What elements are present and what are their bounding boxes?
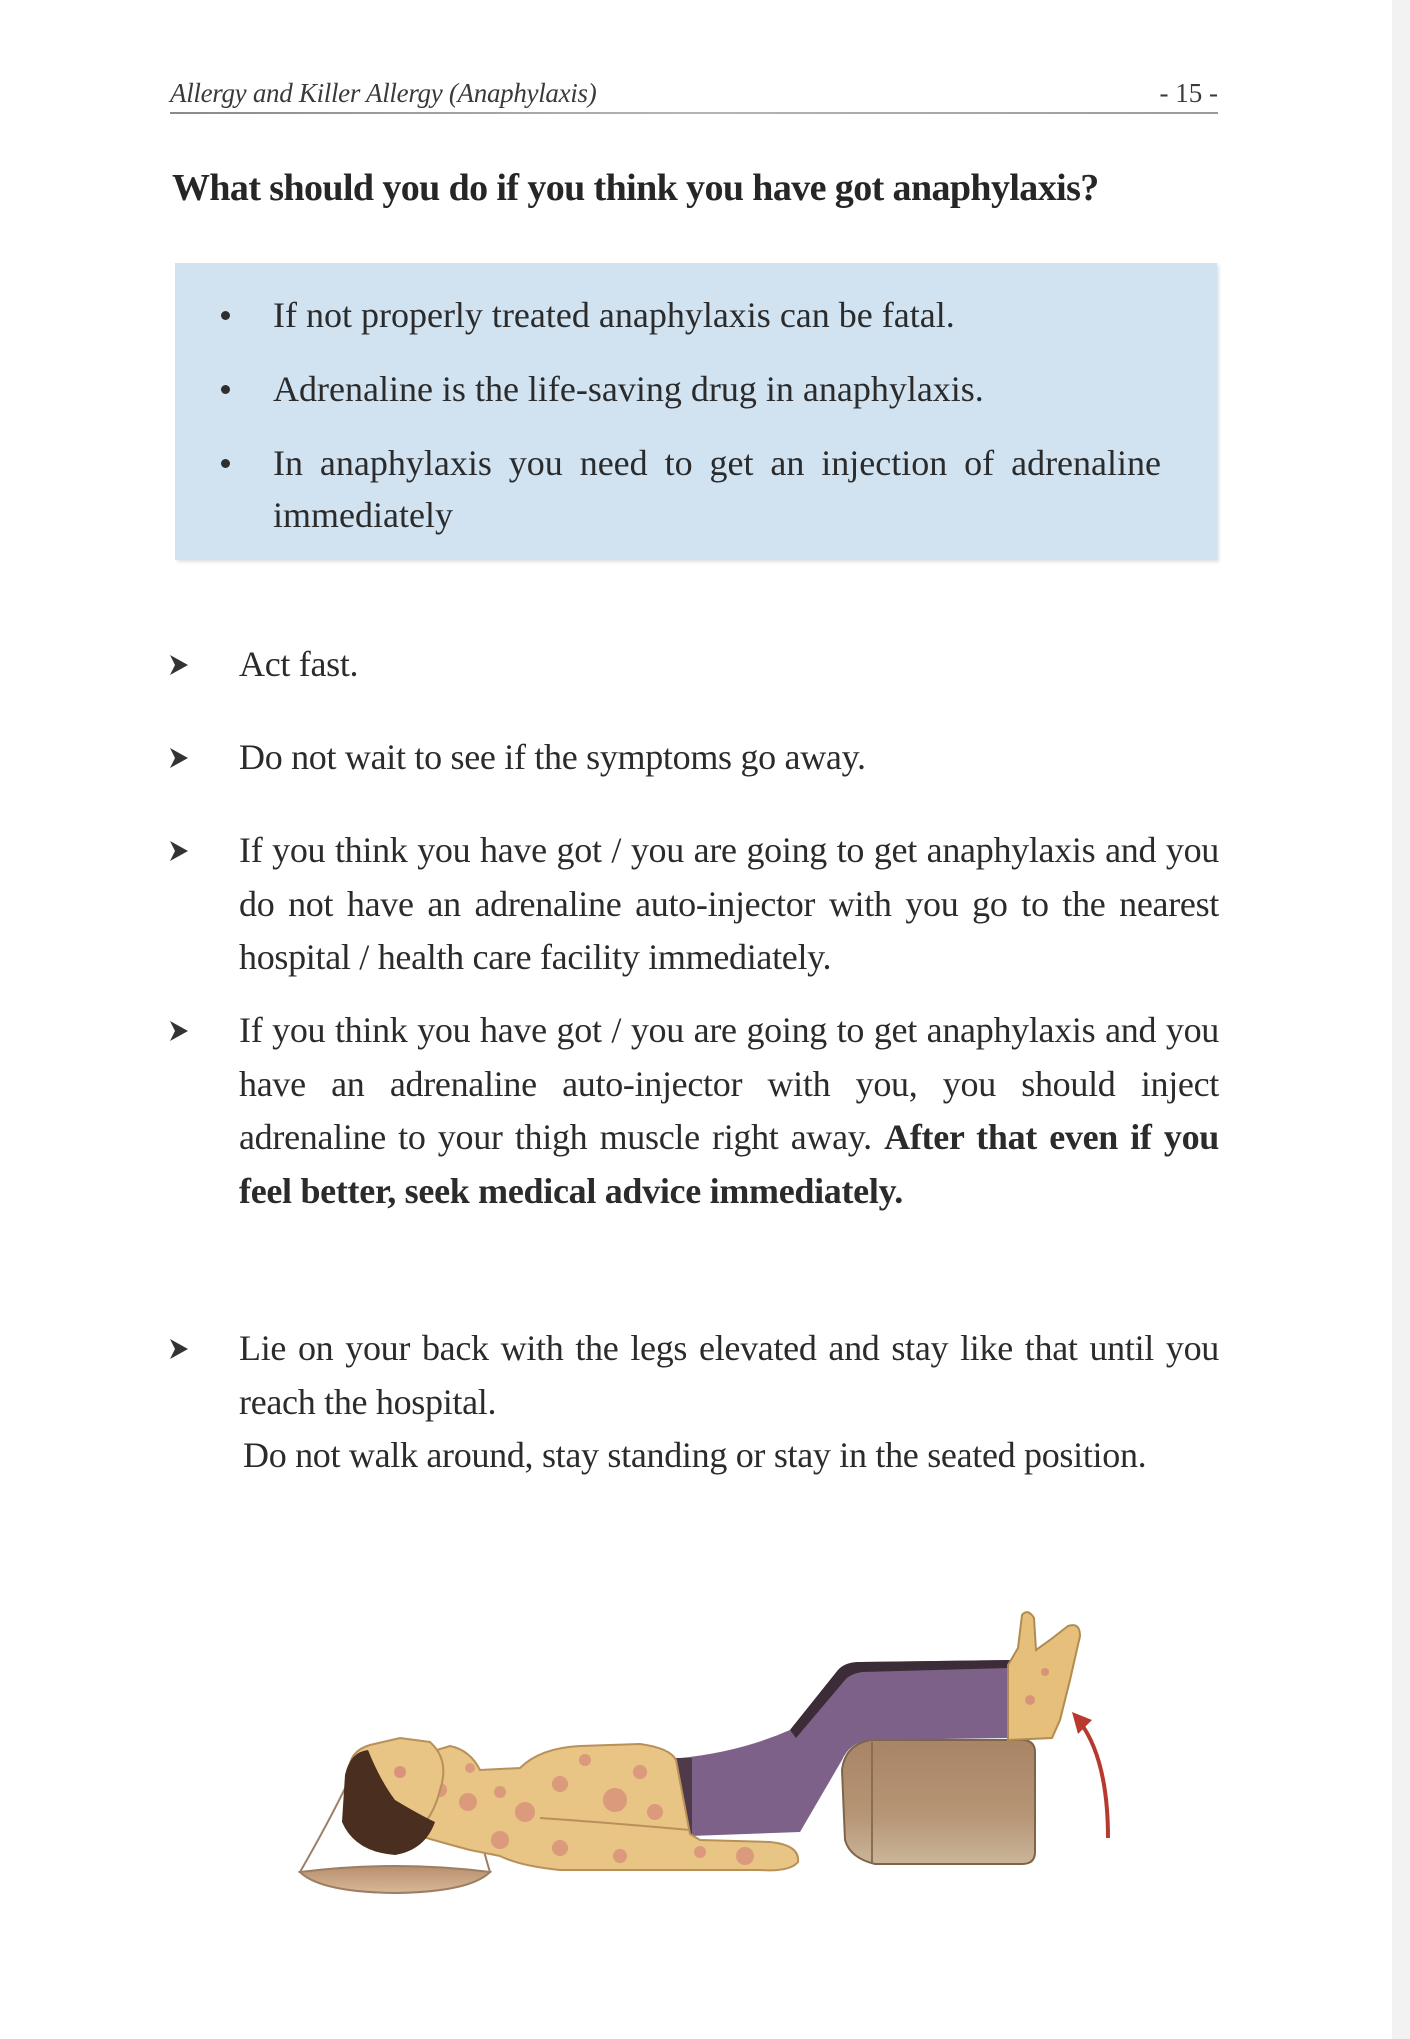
- key-point-text: Adrenaline is the life-saving drug in anaphylaxis.: [273, 369, 984, 409]
- chevron-right-icon: [167, 652, 191, 678]
- body: [380, 1744, 798, 1870]
- rash-spots: [433, 1754, 754, 1865]
- key-point: [273, 289, 1161, 341]
- step-text: Lie on your back with the legs elevated and stay like that until you reach the hospital.: [239, 1328, 1219, 1422]
- chevron-right-icon: [167, 745, 191, 771]
- key-point: [273, 363, 1161, 415]
- running-head: [170, 76, 1218, 112]
- action-step: [239, 824, 1219, 985]
- chevron-right-icon: [167, 1336, 191, 1362]
- action-step: [239, 1004, 1219, 1218]
- leg-cushion: [842, 1740, 1035, 1864]
- action-step: [239, 638, 1219, 692]
- head: [342, 1738, 443, 1855]
- page-number: - 15 -: [1159, 78, 1218, 108]
- bullet-icon: [221, 311, 230, 320]
- page-edge: [1392, 0, 1410, 2039]
- chevron-right-icon: [167, 1018, 191, 1044]
- section-title: What should you do if you think you have got anaphylaxis?: [172, 167, 1099, 209]
- step-emphasis: After that even if you feel better, seek medical advice immediately.: [239, 1117, 1219, 1211]
- pillow: [300, 1778, 490, 1893]
- step-subtext: Do not walk around, stay standing or stay in the seated position.: [243, 1435, 1147, 1475]
- key-points-callout: [175, 263, 1217, 560]
- key-point-text: If not properly treated anaphylaxis can be fatal.: [273, 295, 955, 335]
- bullet-icon: [221, 459, 230, 468]
- step-text: Do not wait to see if the symptoms go away.: [239, 737, 866, 777]
- feet: [1008, 1612, 1080, 1740]
- chevron-right-icon: [167, 838, 191, 864]
- key-point: [273, 437, 1161, 541]
- action-step: [239, 1322, 1219, 1483]
- step-text: Act fast.: [239, 644, 359, 684]
- pants: [674, 1660, 1010, 1836]
- bullet-icon: [221, 385, 230, 394]
- book-title: Allergy and Killer Allergy (Anaphylaxis): [170, 78, 597, 108]
- header-rule: [170, 112, 1218, 114]
- action-step: [239, 731, 1219, 785]
- raise-legs-arrow-icon: [1072, 1712, 1108, 1838]
- step-text: If you think you have got / you are going to get anaphylaxis and you have an adrenaline auto-injector with you, you should inject adrenaline to your thigh muscle right away.: [239, 1010, 1219, 1157]
- step-text: If you think you have got / you are going to get anaphylaxis and you do not have an adrenaline auto-injector with you go to the nearest hospital / health care facility immediately.: [239, 830, 1219, 977]
- key-point-text: In anaphylaxis you need to get an injection of adrenaline immediately: [273, 443, 1161, 535]
